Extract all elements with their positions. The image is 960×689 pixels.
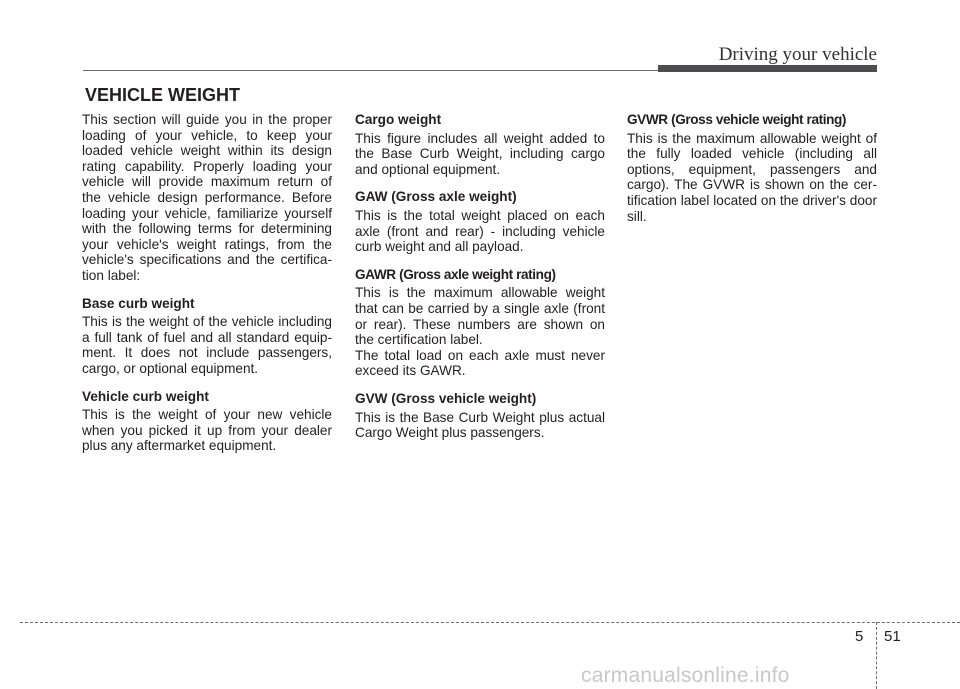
subheading: Cargo weight <box>355 112 442 127</box>
paragraph: The total load on each axle must never exceed its GAWR. <box>355 347 605 379</box>
section-title: VEHICLE WEIGHT <box>85 85 241 105</box>
paragraph: This is the maximum allowable weight of the fully loaded vehicle (including all options, equipment, passengers and cargo). The GVWR is shown on the cer- tification label located on the driver's door sill. <box>627 130 877 224</box>
subheading: GAWR (Gross axle weight rating) <box>355 266 556 282</box>
text-column-3 <box>627 112 877 224</box>
chapter-number: 5 <box>855 628 864 645</box>
paragraph: This is the total weight placed on each axle (front and rear) - including vehicle curb weight and all payload. <box>355 207 605 255</box>
text-column-2 <box>355 112 605 441</box>
header-rule <box>83 70 663 71</box>
header-title: Driving your vehicle <box>718 44 877 65</box>
paragraph: This figure includes all weight added to the Base Curb Weight, including cargo and optional equipment. <box>355 130 605 177</box>
watermark: carmanualsonline.info <box>581 664 790 687</box>
paragraph: This is the Base Curb Weight plus actual Cargo Weight plus passengers. <box>355 409 605 441</box>
page-number: 51 <box>884 628 901 645</box>
text-column-1 <box>82 112 332 454</box>
footer-divider <box>876 622 877 689</box>
paragraph: This is the maximum allowable weight that can be carried by a single axle (front or rear). These numbers are shown on the certification label. <box>355 285 605 348</box>
paragraph: This is the weight of the vehicle including a full tank of fuel and all standard equip- ment. It does not include passengers, cargo, or optional equipment. <box>82 314 332 376</box>
subheading: Vehicle curb weight <box>82 388 209 404</box>
subheading: GAW (Gross axle weight) <box>355 189 517 205</box>
subheading: Base curb weight <box>82 295 195 311</box>
header-rule-accent <box>658 65 877 72</box>
paragraph: This section will guide you in the proper loading of your vehicle, to keep your loaded vehicle weight within its design rating capability. Properly loading your vehicle will provide maximum return of the vehicle design performance. Before loading your vehicle, familiarize yourself with the following terms for determining your vehicle's weight ratings, from the vehicle's specifications and the certifica- tion label: <box>82 112 332 283</box>
subheading: GVW (Gross vehicle weight) <box>355 390 537 406</box>
footer-rule <box>20 622 960 623</box>
subheading: GVWR (Gross vehicle weight rating) <box>627 112 847 127</box>
paragraph: This is the weight of your new vehicle when you picked it up from your dealer plus any aftermarket equipment. <box>82 407 332 454</box>
